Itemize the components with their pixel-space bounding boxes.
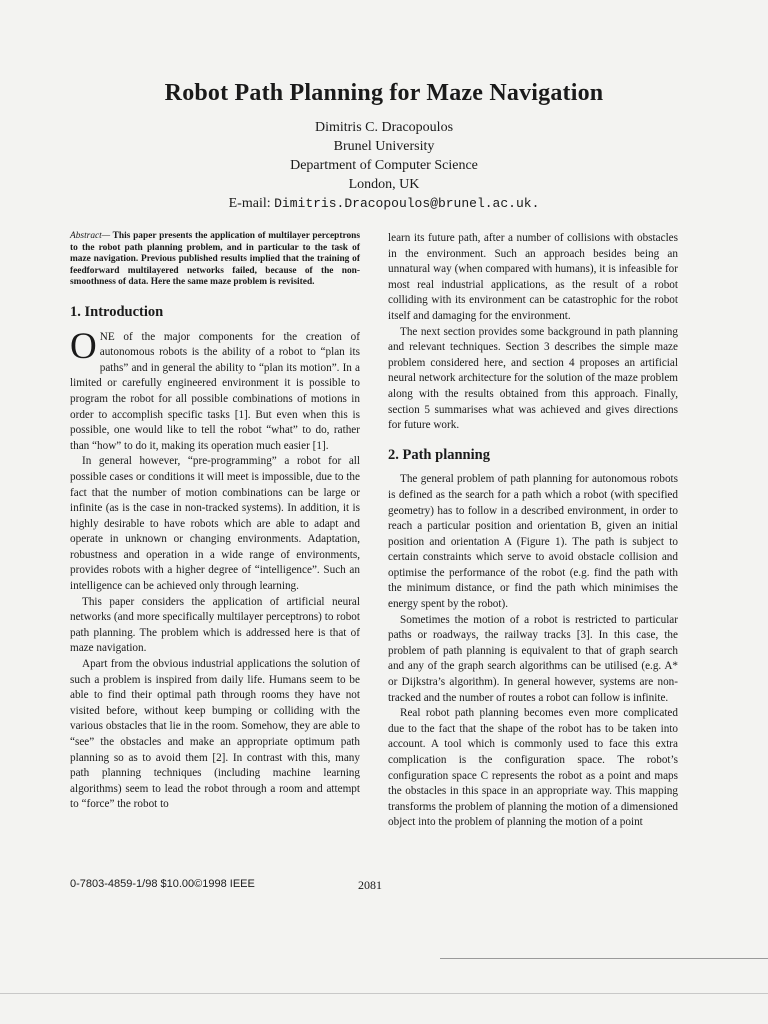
page-number: 2081 bbox=[358, 878, 382, 892]
path-paragraph-2: Sometimes the motion of a robot is restricted to particular paths or roadways, the railway tracks [3]. In this case, the problem of path planning is equivalent to that of graph search and any of the graph search algorithms can be utilised (e.g. A* or Dijkstra’s algorithm). In general however, systems are non-tracked and the number of routes a robot can follow is infinite. bbox=[388, 613, 678, 704]
author-email-line bbox=[0, 194, 768, 213]
abstract-text: This paper presents the application of multilayer perceptrons to the robot path planning problem, and in particular to the task of maze navigation. Previous published results implied that the training of feedforward multilayered networks failed, because of the non-smoothness of data. Here the same maze problem is revisited. bbox=[70, 231, 360, 288]
intro-paragraph-4: Apart from the obvious industrial applications the solution of such a problem is inspired from daily life. Humans seem to be able to find their optimal path through rooms they have not visited before, without keep bumping or colliding with the various obstacles that lie in the room. Somehow, they are able to “see” the obstacles and make an appropriate optimum path planning so as to avoid them [2]. In contrast with this, many path planning techniques (including machine learning algorithms) seem to lead the robot through a room and attempt to “force” the robot to bbox=[70, 658, 360, 811]
intro-paragraph-5: learn its future path, after a number of collisions with obstacles in the environment. Such an approach besides being an unnatural way (when compared with humans), it is infeasible for most real industrial applications, as the result of a robot colliding with its environment can be catastrophic for the robot itself and damaging for the environment. bbox=[388, 232, 678, 322]
left-column bbox=[70, 231, 360, 813]
section-heading-introduction: 1. Introduction bbox=[70, 303, 164, 320]
section-heading-path-planning: 2. Path planning bbox=[388, 446, 490, 463]
intro-paragraph-3: This paper considers the application of artificial neural networks (and more specifically multilayer perceptrons) to robot path planning. The problem which is addressed here is that of maze navigation. bbox=[70, 595, 360, 655]
author-block bbox=[0, 118, 768, 213]
right-column bbox=[388, 231, 678, 831]
copyright-notice: 0-7803-4859-1/98 $10.00©1998 IEEE bbox=[70, 878, 255, 890]
author-department: Department of Computer Science bbox=[290, 158, 478, 173]
email-label: E-mail: bbox=[228, 196, 271, 211]
abstract bbox=[70, 231, 360, 289]
author-name: Dimitris C. Dracopoulos bbox=[314, 120, 454, 135]
drop-cap: O bbox=[70, 325, 97, 367]
intro-paragraph-2: In general however, “pre-programming” a robot for all possible cases or conditions it will meet is impossible, due to the fact that the number of motion combinations can be large or infinite (as is the case in non-tracked systems). In addition, it is highly desirable to have robots which are able to adapt and operate in unknown or changing environments. Adaptation, robustness and operation in a wide range of environments, provides robots with a higher degree of “intelligence”. Such an intelligence can be achieved only through learning. bbox=[70, 455, 360, 593]
page-edge-divider bbox=[0, 993, 768, 994]
scan-line-divider bbox=[440, 958, 768, 959]
paper-title: Robot Path Planning for Maze Navigation bbox=[164, 80, 604, 106]
abstract-lead: Abstract— bbox=[70, 231, 111, 241]
intro-paragraph-1 bbox=[70, 325, 360, 455]
author-city: London, UK bbox=[348, 177, 420, 192]
path-paragraph-3: Real robot path planning becomes even more complicated due to the fact that the shape of the robot has to be taken into account. A tool which is commonly used to face this extra complication is the configuration space. The robot’s configuration space C represents the robot as a point and maps the obstacles in this space in an appropriate way. This mapping transforms the problem of planning the motion of a dimensioned object into the problem of planning the motion of a point bbox=[388, 707, 678, 829]
intro-paragraph-1-text: NE of the major components for the creation of autonomous robots is the ability of a robot to “plan its paths” and in general the ability to “plan its motion”. In a limited or carefully engineered environment it is possible to program the robot for all possible combinations of motions in order to accomplish specific tasks [1]. But even when this is possible, one would like to tell the robot “what” to do, rather than “how” to do it, making its operation much easier [1]. bbox=[70, 330, 360, 452]
author-university: Brunel University bbox=[333, 139, 435, 154]
author-email: Dimitris.Dracopoulos@brunel.ac.uk. bbox=[274, 196, 540, 211]
intro-paragraph-6: The next section provides some background in path planning and relevant techniques. Section 3 describes the simple maze problem considered here, and section 4 proposes an artificial neural network architecture for the solution of the maze problem along with the results obtained from this approach. Finally, section 5 summarises what was achieved and gives directions for future work. bbox=[388, 325, 678, 432]
path-paragraph-1: The general problem of path planning for autonomous robots is defined as the search for a path which a robot (with specified geometry) has to follow in a described environment, in order to reach a particular position and orientation B, given an initial position and orientation A (Figure 1). The path is subject to certain constraints which serve to avoid obstacle collision and optimise the performance of the robot (e.g. find the path with the minimum distance, or find the path which minimises the energy spent by the robot). bbox=[388, 473, 678, 611]
